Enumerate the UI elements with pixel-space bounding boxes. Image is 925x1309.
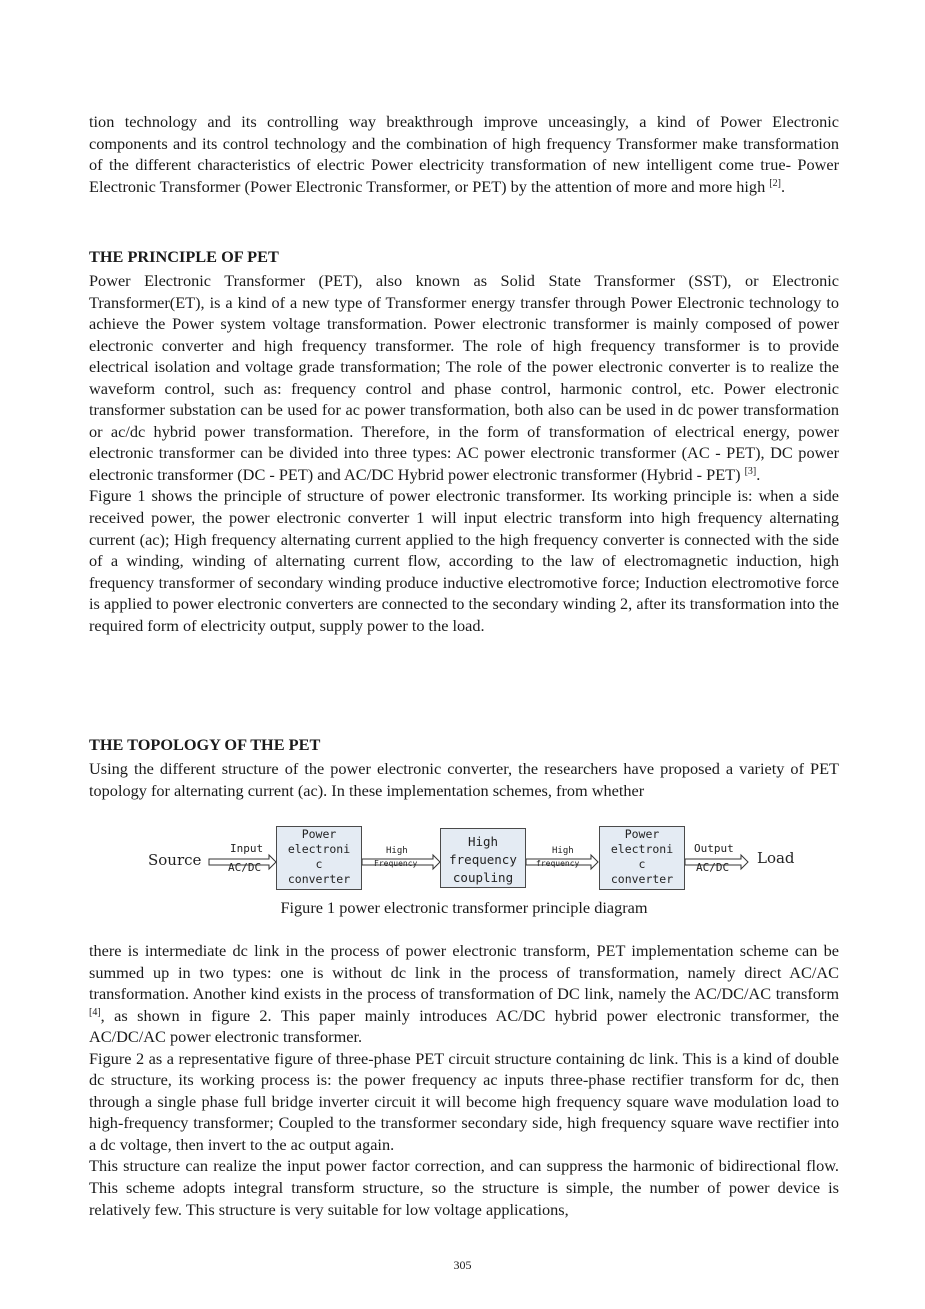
- arrow-label: High: [552, 846, 574, 856]
- box-line: c: [638, 857, 646, 871]
- output-label: Output: [694, 842, 734, 855]
- section-heading: THE TOPOLOGY OF THE PET: [89, 735, 321, 754]
- topology-paragraph-4: This structure can realize the input power factor correction, and can suppress the harmonic of bidirectional flow. This scheme adopts integral transform structure, so the structure is simple, the number of power device is relatively few. This structure is very suitable for low voltage applications,: [89, 1156, 839, 1219]
- principle-paragraph-1: [89, 270, 839, 485]
- output-type-label: AC/DC: [696, 861, 730, 874]
- converter-box-1: [276, 826, 362, 890]
- citation-ref: [3]: [744, 465, 757, 477]
- arrow-label: Frequency: [374, 859, 418, 868]
- converter-box-2: [599, 826, 685, 890]
- source-label: Source: [148, 851, 202, 869]
- intro-block: [89, 111, 839, 197]
- principle-section: [89, 246, 839, 636]
- input-type-label: AC/DC: [228, 861, 262, 874]
- box-line: High: [467, 834, 499, 849]
- topology-paragraph-1: Using the different structure of the power electronic converter, the researchers have proposed a variety of PET topology for alternating current (ac). In these implementation schemes, from whether: [89, 759, 839, 800]
- topology-2-text-end: , as shown in figure 2. This paper mainly introduces AC/DC hybrid power electronic transformer, the AC/DC/AC power electronic transformer.: [89, 1005, 839, 1047]
- box-line: electroni: [287, 842, 351, 856]
- topology-2-text: there is intermediate dc link in the process of power electronic transform, PET implementation scheme can be summed up in two types: one is without dc link in the process of transformation, namely direct AC/AC transformation. Another kind exists in the process of transformation of DC link, namely the AC/DC/AC transform: [89, 941, 839, 1004]
- figure-caption: Figure 1 power electronic transformer principle diagram: [280, 898, 648, 917]
- box-line: electroni: [610, 842, 674, 856]
- input-label: Input: [230, 842, 264, 855]
- section-heading: THE PRINCIPLE OF PET: [89, 247, 279, 266]
- box-line: frequency: [449, 852, 517, 867]
- topology-paragraph-3: Figure 2 as a representative figure of three-phase PET circuit structure containing dc link. This is a kind of double dc structure, its working process is: the power frequency ac inputs three-phase rectifier transform for dc, then through a single phase full bridge inverter circuit it will become high frequency square wave modulation load to high-frequency transformer; Coupled to the transformer secondary side, high frequency square wave rectifier into a dc voltage, then invert to the ac output again.: [89, 1048, 839, 1154]
- citation-ref: [2]: [769, 177, 781, 189]
- intro-text: tion technology and its controlling way breakthrough improve unceasingly, a kind of Power Electronic components and its control technology and the combination of high frequency Transformer make transformation of the different characteristics of electric Power electricity transformation of new intelligent come true- Power Electronic Transformer (Power Electronic Transformer, or PET) by the attention of more and more high: [89, 112, 839, 196]
- principle-paragraph-2: Figure 1 shows the principle of structure of power electronic transformer. Its working principle is: when a side received power, the power electronic converter 1 will input electric transform into high frequency alternating current (ac); High frequency alternating current applied to the high frequency converter is connected with the side of a winding, winding of alternating current flow, according to the law of electromagnetic induction, high frequency transformer of secondary winding produce inductive electromotive force; Induction electromotive force is applied to power electronic converters are connected to the secondary winding 2, after its transformation into the required form of electricity output, supply power to the load.: [89, 486, 839, 635]
- topology-paragraph-2: [89, 940, 839, 1048]
- intro-end: .: [780, 176, 786, 196]
- load-label: Load: [757, 849, 795, 867]
- box-line: coupling: [452, 870, 514, 885]
- box-line: converter: [610, 872, 674, 886]
- topology-section: [89, 734, 839, 801]
- box-line: converter: [287, 872, 351, 886]
- box-line: Power: [301, 827, 337, 841]
- principle-1-text: Power Electronic Transformer (PET), also known as Solid State Transformer (SST), or Electronic Transformer(ET), is a kind of a new type of Transformer energy transfer through Power Electronic technology to achieve the Power system voltage transformation. Power electronic transformer is mainly composed of power electronic converter and high frequency transformer. The role of high frequency transformer is to provide electrical isolation and voltage grade transformation; The role of the power electronic converter is to realize the waveform control, such as: frequency control and phase control, harmonic control, etc. Power electronic transformer substation can be used for ac power transformation, both also can be used in dc power transformation or ac/dc hybrid power transformation. Therefore, in the form of transformation of electrical energy, power electronic transformer can be divided into three types: AC power electronic transformer (AC - PET), DC power electronic transformer (DC - PET) and AC/DC Hybrid power electronic transformer (Hybrid - PET): [89, 271, 839, 484]
- arrow-label: High: [386, 846, 408, 856]
- box-line: c: [315, 857, 323, 871]
- page-number: 305: [453, 1258, 472, 1272]
- citation-ref: [4]: [89, 1006, 101, 1018]
- arrow-label: frequency: [536, 859, 580, 868]
- principle-1-end: .: [756, 464, 761, 484]
- topology-continued: [89, 940, 839, 1220]
- figure-1-diagram: [140, 822, 800, 892]
- intro-paragraph: [89, 111, 839, 197]
- coupling-box: [440, 828, 526, 888]
- box-line: Power: [624, 827, 660, 841]
